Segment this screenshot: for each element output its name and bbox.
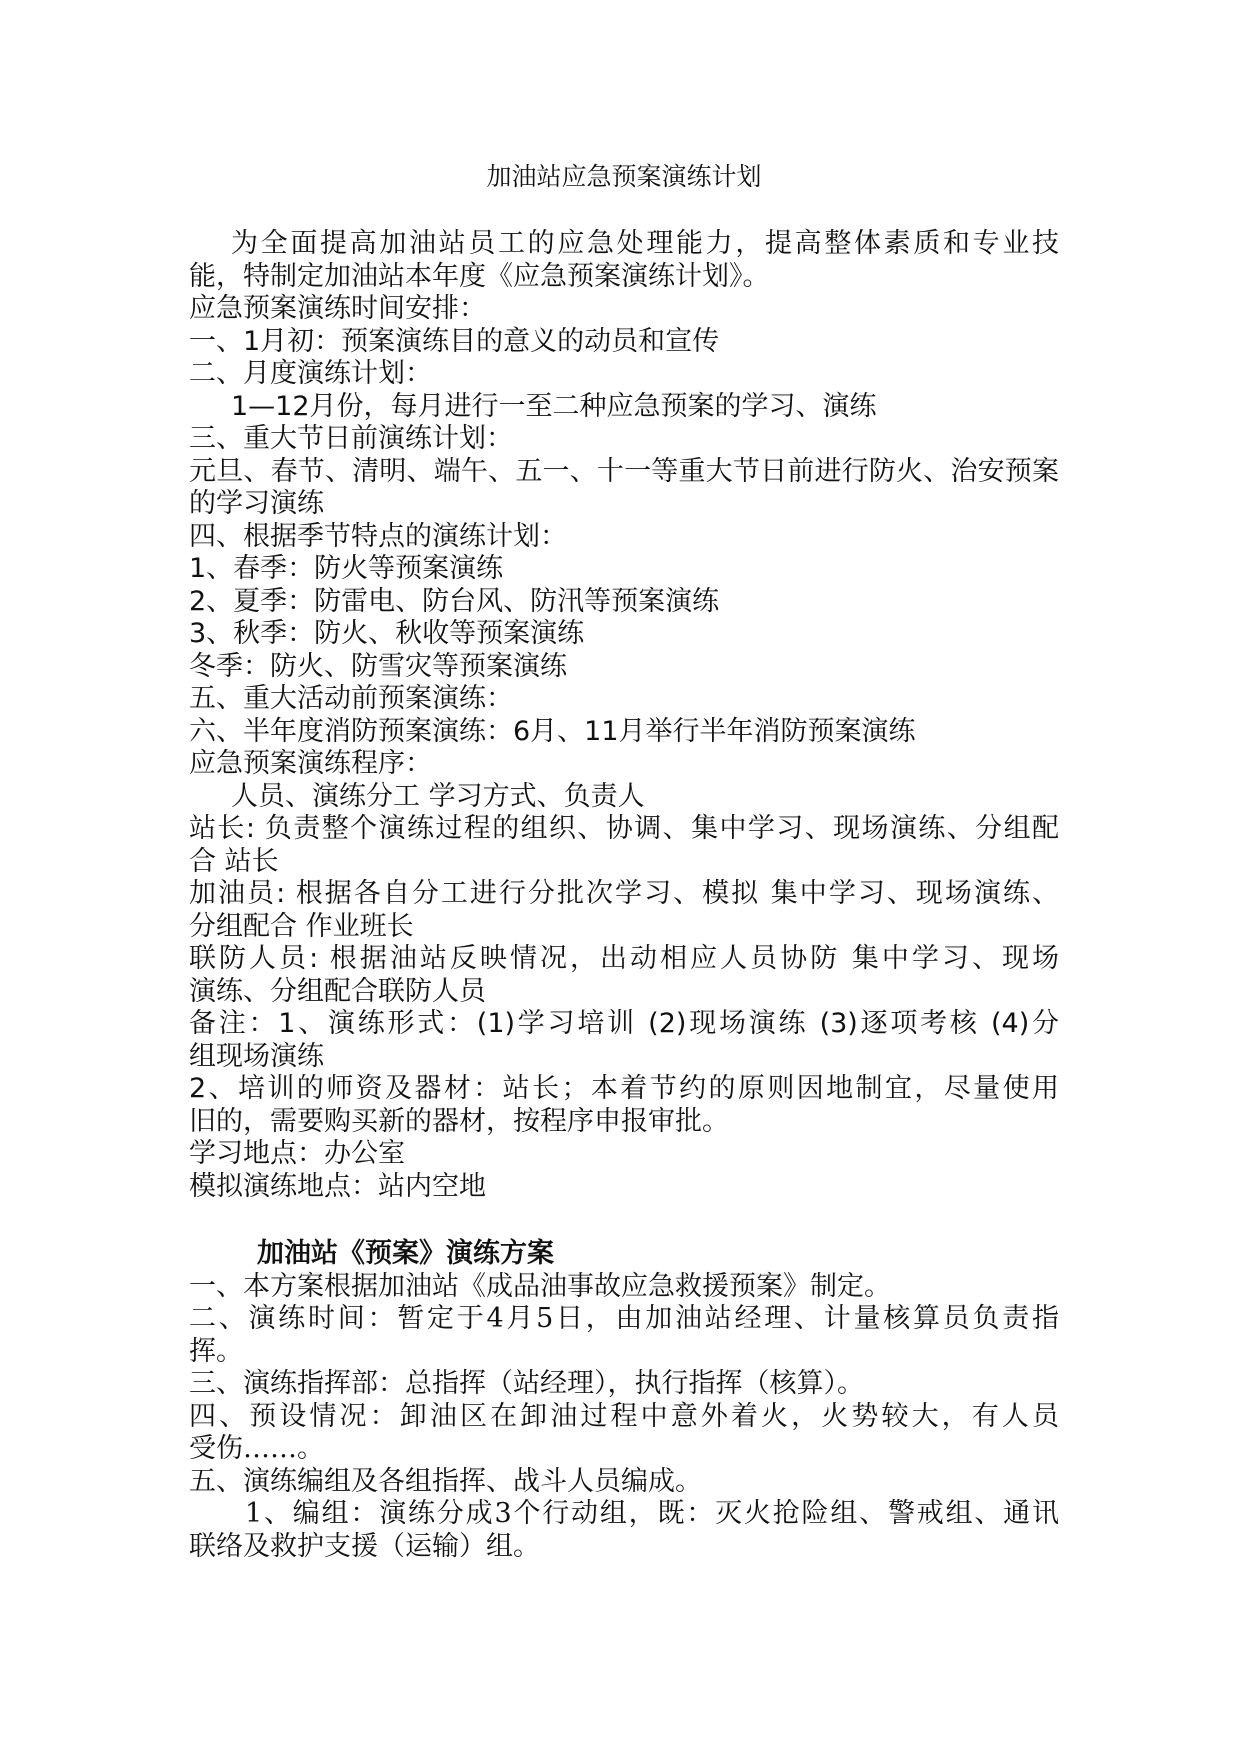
paragraph-line: 1、编组：演练分成3个行动组，既：灭火抢险组、警戒组、通讯: [245, 1498, 1059, 1529]
list-item: 冬季：防火、防雪灾等预案演练: [189, 650, 567, 682]
paragraph-line: 二、演练时间：暂定于4月5日，由加油站经理、计量核算员负责指: [189, 1303, 1059, 1334]
paragraph-line: 的学习演练: [189, 488, 324, 519]
paragraph-line: 备注：1、演练形式：(1)学习培训 (2)现场演练 (3)逐项考核 (4)分: [189, 1008, 1059, 1039]
list-item: 1—12月份，每月进行一至二种应急预案的学习、演练: [231, 390, 877, 422]
paragraph-line: 能，特制定加油站本年度《应急预案演练计划》。: [189, 260, 770, 292]
paragraph-line: 2、培训的师资及器材：站长；本着节约的原则因地制宜，尽量使用: [189, 1073, 1059, 1104]
paragraph-line: 组现场演练: [189, 1040, 324, 1072]
list-item: 1、春季：防火等预案演练: [189, 553, 504, 584]
paragraph-line: 四、预设情况：卸油区在卸油过程中意外着火，火势较大，有人员: [189, 1400, 1059, 1432]
paragraph-line: 模拟演练地点：站内空地: [189, 1170, 486, 1202]
paragraph-line: 加油员: 根据各自分工进行分批次学习、模拟 集中学习、现场演练、: [189, 878, 1059, 909]
list-item: 一、1月初：预案演练目的意义的动员和宣传: [189, 325, 720, 357]
section-heading: 应急预案演练时间安排：: [189, 293, 486, 324]
paragraph-line: 演练、分组配合联防人员: [189, 975, 486, 1007]
section-heading: 应急预案演练程序：: [189, 748, 432, 779]
paragraph-line: 受伤……。: [189, 1433, 324, 1464]
paragraph-line: 五、演练编组及各组指挥、战斗人员编成。: [189, 1465, 702, 1497]
paragraph-line: 为全面提高加油站员工的应急处理能力，提高整体素质和专业技: [231, 228, 1059, 259]
drill-plan-section: [189, 1238, 1059, 1563]
list-item: 四、根据季节特点的演练计划：: [189, 520, 567, 552]
document-page: [189, 160, 1059, 1563]
paragraph-line: 旧的，需要购买新的器材，按程序申报审批。: [189, 1105, 729, 1137]
list-item: 二、月度演练计划：: [189, 358, 432, 389]
paragraph-line: 三、演练指挥部：总指挥（站经理），执行指挥（核算）。: [189, 1368, 864, 1399]
table-header-line: 人员、演练分工 学习方式、负责人: [231, 780, 645, 812]
paragraph-line: 学习地点：办公室: [189, 1138, 405, 1169]
section2-heading: 加油站《预案》演练方案: [257, 1238, 554, 1269]
list-item: 五、重大活动前预案演练：: [189, 683, 513, 714]
paragraph-line: 挥。: [189, 1335, 243, 1367]
paragraph-line: 一、本方案根据加油站《成品油事故应急救援预案》制定。: [189, 1270, 891, 1302]
paragraph-line: 分组配合 作业班长: [189, 910, 414, 942]
paragraph-line: 联络及救护支援（运输）组。: [189, 1530, 540, 1562]
section-gap: [189, 1203, 1059, 1238]
document-title: 加油站应急预案演练计划: [486, 162, 762, 191]
paragraph-line: 元旦、春节、清明、端午、五一、十一等重大节日前进行防火、治安预案: [189, 455, 1059, 487]
list-item: 六、半年度消防预案演练：6月、11月举行半年消防预案演练: [189, 715, 916, 747]
list-item: 2、夏季：防雷电、防台风、防汛等预案演练: [189, 585, 720, 617]
paragraph-line: 合 站长: [189, 845, 279, 877]
list-item: 3、秋季：防火、秋收等预案演练: [189, 618, 585, 649]
paragraph-line: 联防人员: 根据油站反映情况，出动相应人员协防 集中学习、现场: [189, 943, 1059, 974]
list-item: 三、重大节日前演练计划：: [189, 423, 513, 454]
paragraph-line: 站长: 负责整个演练过程的组织、协调、集中学习、现场演练、分组配: [189, 813, 1059, 844]
